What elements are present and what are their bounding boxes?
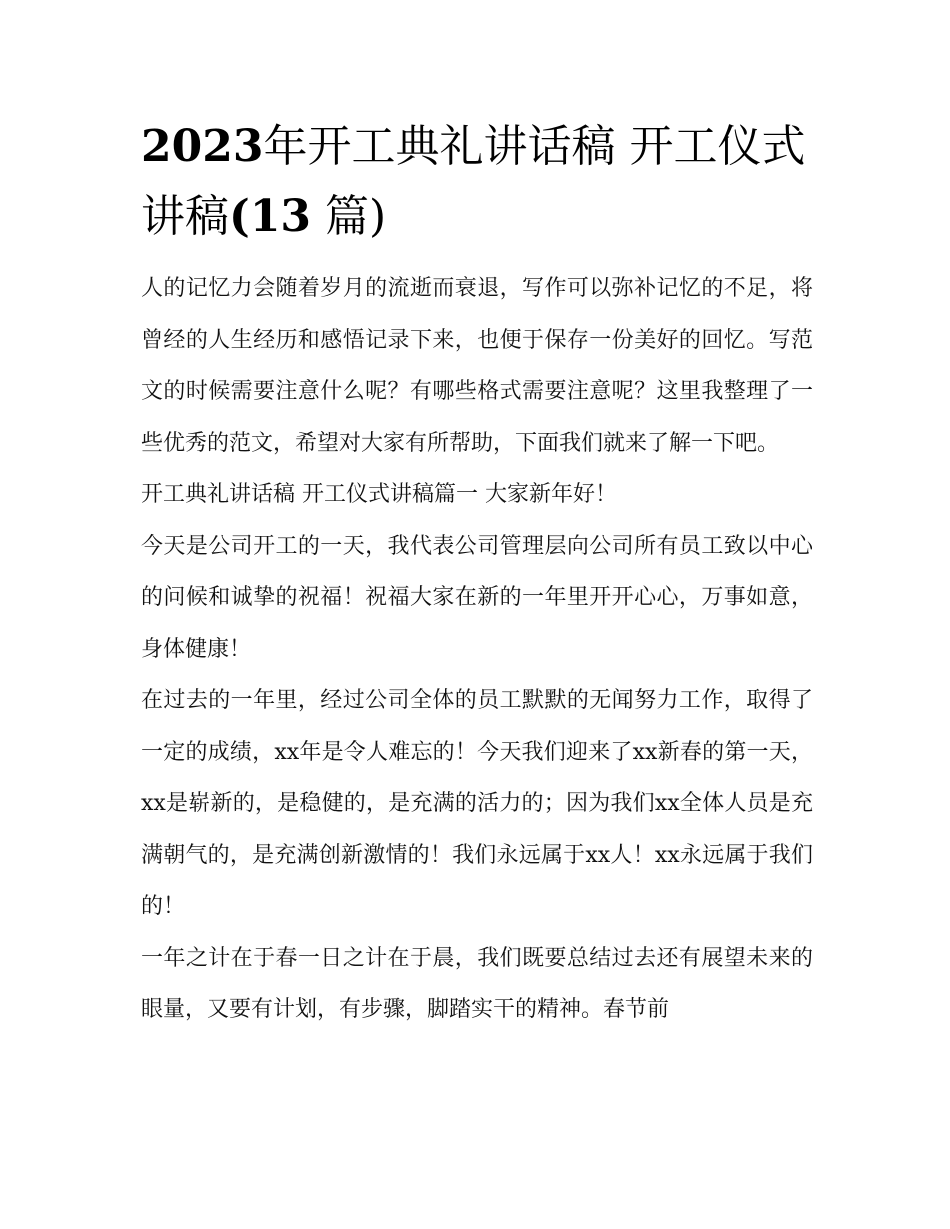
greeting-paragraph: 今天是公司开工的一天，我代表公司管理层向公司所有员工致以中心的问候和诚挚的祝福！祝福大家在新的一年里开开心心，万事如意，身体健康！ [141,533,813,662]
title-main: 年开工典礼讲话稿 开工仪式讲稿 [141,121,806,242]
title-suffix: 篇) [311,191,387,242]
title-year: 2023 [141,121,264,172]
document-title [141,112,813,252]
document-body [141,263,813,1036]
document-content [141,112,813,1036]
section-heading-paragraph: 开工典礼讲话稿 开工仪式讲稿篇一 大家新年好！ [141,482,617,507]
title-count: (13 [229,191,312,242]
intro-paragraph: 人的记忆力会随着岁月的流逝而衰退，写作可以弥补记忆的不足，将曾经的人生经历和感悟记录下来，也便于保存一份美好的回忆。写范文的时候需要注意什么呢？有哪些格式需要注意呢？这里我整理了一些优秀的范文，希望对大家有所帮助，下面我们就来了解一下吧。 [141,276,813,456]
review-paragraph: 在过去的一年里，经过公司全体的员工默默的无闻努力工作，取得了一定的成绩，xx年是令人难忘的！今天我们迎来了xx新春的第一天，xx是崭新的，是稳健的，是充满的活力的；因为我们xx全体人员是充满朝气的，是充满创新激情的！我们永远属于xx人！xx永远属于我们的！ [141,688,813,919]
plan-paragraph: 一年之计在于春一日之计在于晨，我们既要总结过去还有展望未来的眼量，又要有计划，有步骤，脚踏实干的精神。春节前 [141,945,813,1022]
